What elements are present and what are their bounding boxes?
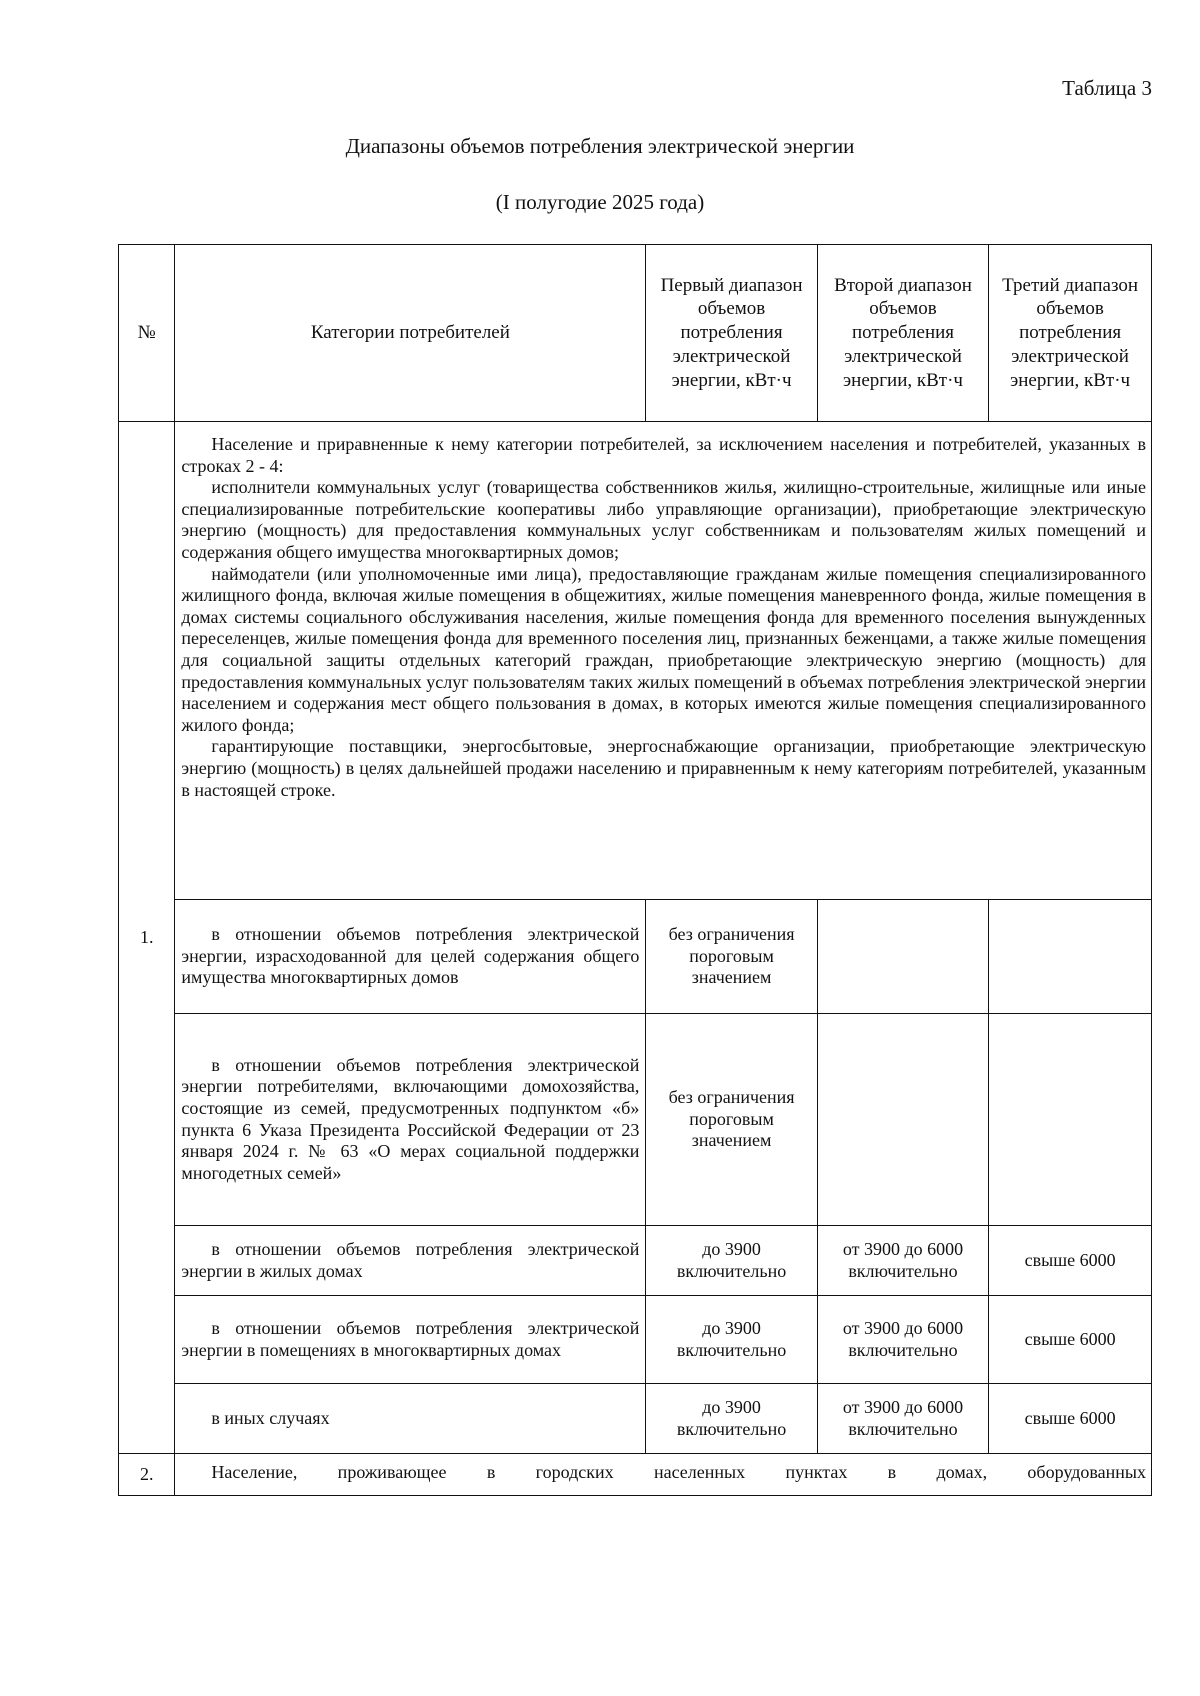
table-header-row	[119, 245, 1152, 422]
range-2-value	[817, 1014, 988, 1226]
range-1-value: до 3900 включительно	[646, 1296, 817, 1384]
table-row	[119, 1014, 1152, 1226]
header-category: Категории потребителей	[175, 245, 646, 422]
range-3-value: свыше 6000	[989, 1384, 1152, 1454]
range-2-value	[817, 900, 988, 1014]
table-row	[119, 1454, 1152, 1496]
range-3-value: свыше 6000	[989, 1296, 1152, 1384]
row-number: 1.	[119, 422, 175, 1454]
subcategory-desc: в отношении объемов потребления электрической энергии в жилых домах	[175, 1226, 646, 1296]
range-3-value: свыше 6000	[989, 1226, 1152, 1296]
header-range-2: Второй диапазон объемов потребления электрической энергии, кВт·ч	[817, 245, 988, 422]
subcategory-desc: в отношении объемов потребления электрической энергии в помещениях в многоквартирных домах	[175, 1296, 646, 1384]
document-title: Диапазоны объемов потребления электрической энергии	[345, 134, 855, 158]
range-3-value	[989, 1014, 1152, 1226]
header-number: №	[119, 245, 175, 422]
range-1-value: до 3900 включительно	[646, 1384, 817, 1454]
range-2-value: от 3900 до 6000 включительно	[817, 1384, 988, 1454]
header-range-3: Третий диапазон объемов потребления электрической энергии, кВт·ч	[989, 245, 1152, 422]
paragraph: наймодатели (или уполномоченные ими лица), предоставляющие гражданам жилые помещения специализированного жилищного фонда, включая жилые помещения в общежитиях, жилые помещения маневренного фонда, жилые помещения в домах системы социального обслуживания населения, жилые помещения фонда для временного поселения вынужденных переселенцев, жилые помещения фонда для временного поселения лиц, признанных беженцами, а также жилые помещения для социальной защиты отдельных категорий граждан, приобретающие электрическую энергию (мощность) для предоставления коммунальных услуг пользователям таких жилых помещений в объемах потребления электрической энергии населением и содержания мест общего пользования в домах, в которых имеются жилые помещения специализированного жилого фонда;	[181, 563, 1146, 735]
range-3-value	[989, 900, 1152, 1014]
row-number: 2.	[119, 1454, 175, 1496]
range-1-value: без ограничения пороговым значением	[646, 1014, 817, 1226]
subcategory-desc: в отношении объемов потребления электрической энергии, израсходованной для целей содержания общего имущества многоквартирных домов	[175, 900, 646, 1014]
range-1-value: до 3900 включительно	[646, 1226, 817, 1296]
range-1-value: без ограничения пороговым значением	[646, 900, 817, 1014]
subcategory-desc: в отношении объемов потребления электрической энергии потребителями, включающими домохозяйства, состоящие из семей, предусмотренных подпунктом «б» пункта 6 Указа Президента Российской Федерации от 23 января 2024 г. № 63 «О мерах социальной поддержки многодетных семей»	[175, 1014, 646, 1226]
category-description	[175, 422, 1152, 900]
table-number-label: Таблица 3	[1062, 76, 1152, 100]
table-row	[119, 1296, 1152, 1384]
table-row	[119, 422, 1152, 900]
range-2-value: от 3900 до 6000 включительно	[817, 1226, 988, 1296]
range-2-value: от 3900 до 6000 включительно	[817, 1296, 988, 1384]
paragraph: исполнители коммунальных услуг (товарищества собственников жилья, жилищно-строительные, жилищные или иные специализированные потребительские кооперативы либо управляющие организации), приобретающие электрическую энергию (мощность) для предоставления коммунальных услуг собственникам и пользователям жилых помещений и содержания общего имущества многоквартирных домов;	[181, 477, 1146, 562]
table-row	[119, 1226, 1152, 1296]
table-row	[119, 1384, 1152, 1454]
subcategory-desc: в иных случаях	[175, 1384, 646, 1454]
table-row	[119, 900, 1152, 1014]
document-subtitle: (I полугодие 2025 года)	[495, 190, 705, 214]
consumption-ranges-table	[118, 244, 1152, 1496]
header-range-1: Первый диапазон объемов потребления электрической энергии, кВт·ч	[646, 245, 817, 422]
category-description: Население, проживающее в городских населенных пунктах в домах, оборудованных	[175, 1454, 1152, 1496]
paragraph: Население и приравненные к нему категории потребителей, за исключением населения и потребителей, указанных в строках 2 - 4:	[181, 434, 1146, 476]
paragraph: гарантирующие поставщики, энергосбытовые, энергоснабжающие организации, приобретающие электрическую энергию (мощность) в целях дальнейшей продажи населению и приравненным к нему категориям потребителей, указанным в настоящей строке.	[181, 736, 1146, 800]
